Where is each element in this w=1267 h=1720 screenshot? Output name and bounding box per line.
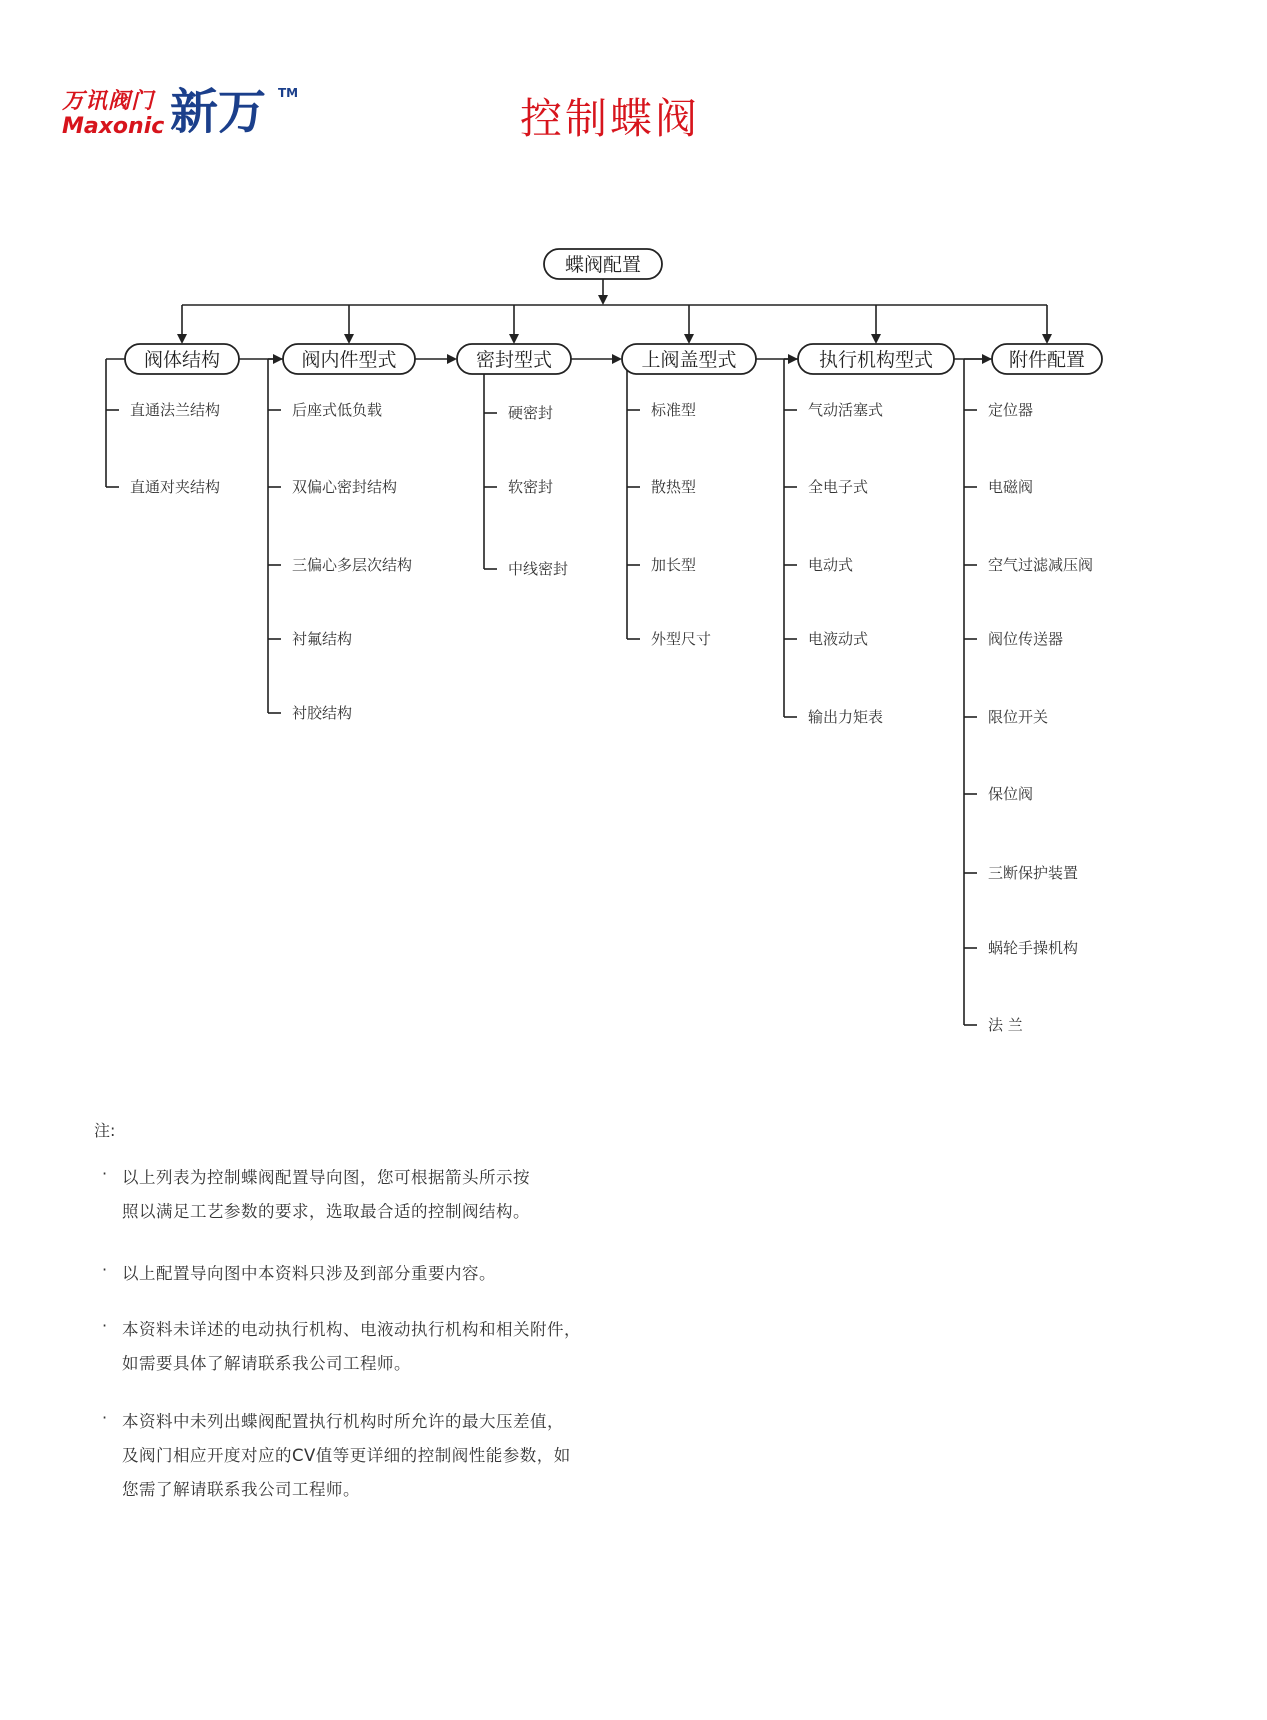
diagram-connectors xyxy=(106,279,1052,1025)
leaf-item-6-1: 定位器 xyxy=(988,401,1034,419)
note-line: 如需要具体了解请联系我公司工程师。 xyxy=(122,1354,411,1373)
leaf-item-2-5: 衬胶结构 xyxy=(292,704,353,722)
leaf-item-5-3: 电动式 xyxy=(808,556,854,574)
leaf-item-6-9: 法 兰 xyxy=(988,1016,1023,1034)
category-node-1 xyxy=(125,344,239,374)
leaf-item-6-4: 阀位传送器 xyxy=(988,630,1064,648)
leaf-item-6-2: 电磁阀 xyxy=(988,478,1034,496)
root-node xyxy=(544,249,662,279)
leaf-item-1-2: 直通对夹结构 xyxy=(130,478,221,496)
leaf-item-6-6: 保位阀 xyxy=(988,785,1034,803)
note-line: 您需了解请联系我公司工程师。 xyxy=(122,1480,360,1499)
chain-arrow-2 xyxy=(612,354,622,364)
category-node-2 xyxy=(283,344,415,374)
leaf-item-4-4: 外型尺寸 xyxy=(651,630,712,648)
chain-arrow-1 xyxy=(447,354,457,364)
leaf-item-6-8: 蜗轮手操机构 xyxy=(988,939,1079,957)
brand-en-name: Maxonic xyxy=(62,114,165,139)
note-line: 本资料未详述的电动执行机构、电液动执行机构和相关附件， xyxy=(122,1320,581,1339)
note-line: 本资料中未列出蝶阀配置执行机构时所允许的最大压差值， xyxy=(122,1412,564,1431)
note-line: 以上配置导向图中本资料只涉及到部分重要内容。 xyxy=(122,1264,496,1283)
category-node-2-label: 阀内件型式 xyxy=(301,349,397,371)
note-bullet: · xyxy=(102,1408,108,1427)
drop-arrow-4 xyxy=(871,334,881,344)
note-bullet: · xyxy=(102,1260,108,1279)
note-bullet: · xyxy=(102,1164,108,1183)
leaf-item-1-1: 直通法兰结构 xyxy=(130,401,221,419)
leaf-item-5-4: 电液动式 xyxy=(808,630,869,648)
root-node-label: 蝶阀配置 xyxy=(564,254,642,276)
leaf-item-2-4: 衬氟结构 xyxy=(292,630,353,648)
leaf-item-3-1: 硬密封 xyxy=(508,404,554,422)
leaf-item-2-1: 后座式低负载 xyxy=(292,401,383,419)
category-node-6 xyxy=(992,344,1102,374)
note-bullet: · xyxy=(102,1316,108,1335)
category-node-1-label: 阀体结构 xyxy=(143,349,221,371)
notes-title: 注: xyxy=(94,1121,116,1140)
leaf-item-2-2: 双偏心密封结构 xyxy=(292,478,398,496)
note-line: 及阀门相应开度对应的CV值等更详细的控制阀性能参数，如 xyxy=(122,1446,571,1465)
drop-arrow-3 xyxy=(684,334,694,344)
drop-arrow-0 xyxy=(177,334,187,344)
leaf-item-2-3: 三偏心多层次结构 xyxy=(292,556,413,574)
leaf-item-6-5: 限位开关 xyxy=(988,708,1049,726)
leaf-item-5-1: 气动活塞式 xyxy=(808,401,884,419)
category-node-5 xyxy=(798,344,954,374)
brand-mark: 新万 xyxy=(170,84,267,140)
category-node-3 xyxy=(457,344,571,374)
drop-arrow-2 xyxy=(509,334,519,344)
drop-arrow-5 xyxy=(1042,334,1052,344)
diagram-nodes xyxy=(125,249,1102,1034)
leaf-item-4-2: 散热型 xyxy=(651,478,697,496)
leaf-item-4-3: 加长型 xyxy=(651,556,697,574)
category-node-5-label: 执行机构型式 xyxy=(818,349,934,371)
leaf-item-6-3: 空气过滤减压阀 xyxy=(988,556,1094,574)
category-node-6-label: 附件配置 xyxy=(1008,349,1086,371)
trademark-symbol: TM xyxy=(278,86,299,100)
leaf-item-4-1: 标准型 xyxy=(651,401,697,419)
leaf-item-5-5: 输出力矩表 xyxy=(808,708,884,726)
category-node-4-label: 上阀盖型式 xyxy=(641,349,737,371)
leaf-item-3-2: 软密封 xyxy=(508,478,554,496)
note-line: 照以满足工艺参数的要求，选取最合适的控制阀结构。 xyxy=(122,1202,530,1221)
leaf-item-6-7: 三断保护装置 xyxy=(988,864,1079,882)
category-node-3-label: 密封型式 xyxy=(475,349,553,371)
page-title: 控制蝶阀 xyxy=(520,94,701,143)
root-stem-arrow xyxy=(598,295,608,305)
category-node-4 xyxy=(622,344,756,374)
note-line: 以上列表为控制蝶阀配置导向图，您可根据箭头所示按 xyxy=(122,1168,530,1187)
leaf-item-5-2: 全电子式 xyxy=(808,478,869,496)
drop-arrow-1 xyxy=(344,334,354,344)
leaf-item-3-3: 中线密封 xyxy=(508,560,569,578)
brand-cn-name: 万讯阀门 xyxy=(62,89,155,114)
